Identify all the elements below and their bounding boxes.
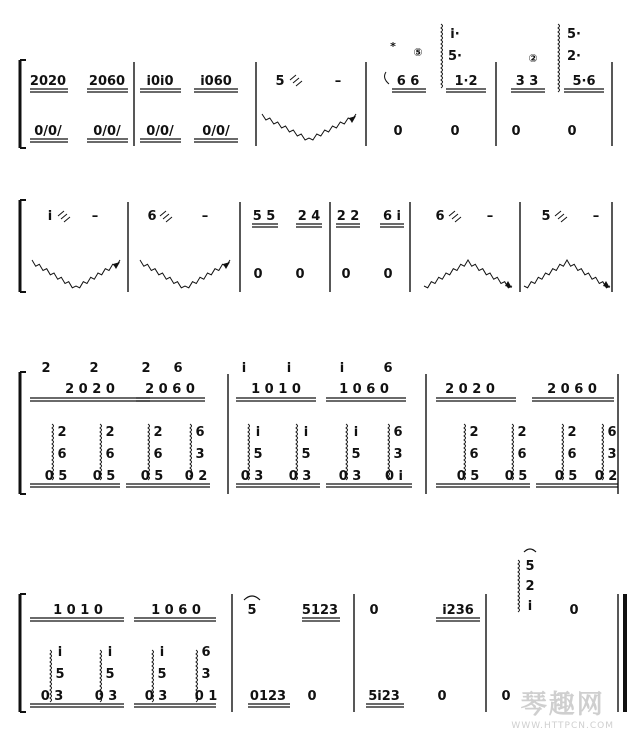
- fermata: [524, 549, 536, 552]
- upper-note: i: [241, 361, 247, 376]
- chord-top: i: [57, 645, 63, 660]
- glissando-arrow: [223, 262, 230, 269]
- glissando-arrow: [113, 262, 120, 269]
- upper-note: 2: [141, 361, 151, 376]
- rest: 0: [450, 124, 460, 139]
- rest: 0: [341, 267, 351, 282]
- bass-group: 0/0/: [202, 124, 230, 139]
- chord-top: 6: [393, 425, 403, 440]
- arpeggio-roll: [441, 24, 443, 88]
- bass-pair: 0 3: [40, 689, 64, 704]
- bass-group: 0/0/: [146, 124, 174, 139]
- note-group: 6 i: [382, 209, 402, 224]
- arpeggio-roll: [518, 560, 520, 612]
- circle-string-2: ②: [528, 52, 538, 65]
- chord-top: i: [303, 425, 309, 440]
- bass-group: 0123: [249, 689, 287, 704]
- note-group: 5·6: [572, 74, 596, 89]
- note-group: i060: [200, 74, 232, 89]
- dash: –: [486, 209, 494, 224]
- rest: 0: [383, 267, 393, 282]
- chord-top: 2: [517, 425, 527, 440]
- chord-mid: 5: [351, 447, 361, 462]
- chord-top: 6: [607, 425, 617, 440]
- chord-top: 2: [567, 425, 577, 440]
- chord-mid: 3: [607, 447, 617, 462]
- note-group: 3 3: [515, 74, 539, 89]
- glissando-arrow: [603, 281, 610, 288]
- glissando-arrow: [349, 116, 356, 123]
- chord-top: 6: [201, 645, 211, 660]
- bass-pair: 0 3: [288, 469, 312, 484]
- bass-pair: 0 i: [384, 469, 404, 484]
- note-group: 2 0 2 0: [445, 382, 495, 397]
- note-group: 2 0 6 0: [145, 382, 195, 397]
- chord-note: i·: [450, 27, 460, 42]
- glissando: [524, 260, 610, 288]
- rest: 0: [307, 689, 317, 704]
- bass-pair: 0 5: [504, 469, 528, 484]
- note-group: 6 6: [396, 74, 420, 89]
- dash: –: [201, 209, 209, 224]
- note: 6: [435, 209, 445, 224]
- bass-pair: 0 2: [594, 469, 618, 484]
- chord-top: 6: [195, 425, 205, 440]
- chord-top: i: [159, 645, 165, 660]
- tremolo-mark: [449, 211, 461, 222]
- chord-top: 2: [469, 425, 479, 440]
- chord-top: 2: [105, 425, 115, 440]
- watermark-url: WWW.HTTPCN.COM: [511, 721, 614, 731]
- dash: –: [91, 209, 99, 224]
- tremolo-mark: [160, 211, 172, 222]
- bass-pair: 0 5: [44, 469, 68, 484]
- chord-note: i: [527, 599, 533, 614]
- note-group: 2020: [29, 74, 67, 89]
- fermata: [244, 596, 260, 600]
- note-group: i236: [442, 603, 474, 618]
- glissando: [140, 260, 230, 288]
- bass-pair: 0 5: [456, 469, 480, 484]
- system-2: [20, 200, 612, 292]
- chord-mid: 6: [469, 447, 479, 462]
- chord-mid: 5: [55, 667, 65, 682]
- note-group: 1 0 1 0: [251, 382, 301, 397]
- upper-note: 6: [383, 361, 393, 376]
- chord-mid: 3: [195, 447, 205, 462]
- technique-mark: *: [390, 40, 396, 53]
- chord-mid: 5: [253, 447, 263, 462]
- tremolo-mark: [290, 75, 302, 86]
- system-1: [20, 24, 612, 148]
- bass-pair: 0 5: [92, 469, 116, 484]
- chord-mid: 6: [517, 447, 527, 462]
- chord-mid: 6: [567, 447, 577, 462]
- bass-group: 0/0/: [34, 124, 62, 139]
- note: i: [47, 209, 53, 224]
- rest: 0: [437, 689, 447, 704]
- chord-top: i: [353, 425, 359, 440]
- glissando: [32, 260, 120, 288]
- chord-note: 2: [525, 579, 535, 594]
- bass-pair: 0 3: [144, 689, 168, 704]
- note-group: 1 0 6 0: [339, 382, 389, 397]
- dash: –: [334, 74, 342, 89]
- note-group: 2 0 2 0: [65, 382, 115, 397]
- upper-note: i: [339, 361, 345, 376]
- note-fermata: 5: [247, 603, 257, 618]
- rest: 0: [253, 267, 263, 282]
- note-group: 2 2: [336, 209, 360, 224]
- bass-pair: 0 5: [140, 469, 164, 484]
- glissando: [262, 114, 356, 140]
- rest: 0: [567, 124, 577, 139]
- note-group: 1 0 1 0: [53, 603, 103, 618]
- note-group: 1 0 6 0: [151, 603, 201, 618]
- note: 6: [147, 209, 157, 224]
- chord-mid: 5: [301, 447, 311, 462]
- note-group: 5 5: [252, 209, 276, 224]
- bass-group: 5i23: [368, 689, 400, 704]
- dash: –: [592, 209, 600, 224]
- tremolo-mark: [555, 211, 567, 222]
- bass-pair: 0 5: [554, 469, 578, 484]
- chord-mid: 6: [57, 447, 67, 462]
- bass-pair: 0 3: [338, 469, 362, 484]
- chord-mid: 6: [153, 447, 163, 462]
- bass-pair: 0 2: [184, 469, 208, 484]
- chord-mid: 6: [105, 447, 115, 462]
- bass-group: 0/0/: [93, 124, 121, 139]
- note-group: 1·2: [454, 74, 478, 89]
- rest: 0: [393, 124, 403, 139]
- glissando: [424, 260, 512, 288]
- chord-top: 2: [153, 425, 163, 440]
- chord-mid: 3: [201, 667, 211, 682]
- upper-note: i: [286, 361, 292, 376]
- upper-note: 6: [173, 361, 183, 376]
- rest: 0: [511, 124, 521, 139]
- hook-mark: [385, 72, 389, 84]
- upper-note: 2: [41, 361, 51, 376]
- bass-pair: 0 1: [194, 689, 218, 704]
- upper-note: 2: [89, 361, 99, 376]
- note-group: 5123: [301, 603, 339, 618]
- note-group: 2 0 6 0: [547, 382, 597, 397]
- chord-note: 5·: [448, 49, 462, 64]
- note: 5: [541, 209, 551, 224]
- chord-mid: 5: [157, 667, 167, 682]
- bass-pair: 0 3: [240, 469, 264, 484]
- bass-pair: 0 3: [94, 689, 118, 704]
- circle-string-5: ⑤: [413, 46, 423, 59]
- glissando-arrow: [505, 281, 512, 288]
- rest: 0: [569, 603, 579, 618]
- rest: 0: [295, 267, 305, 282]
- system-3: [20, 361, 618, 494]
- rest: 0: [501, 689, 511, 704]
- note-group: 2 4: [297, 209, 321, 224]
- rest: 0: [369, 603, 379, 618]
- tremolo-mark: [58, 211, 70, 222]
- watermark: [511, 684, 614, 731]
- note-5: 5: [275, 74, 285, 89]
- chord-mid: 5: [105, 667, 115, 682]
- note-group: 2060: [88, 74, 126, 89]
- chord-top: 2: [57, 425, 67, 440]
- chord-note: 5: [525, 559, 535, 574]
- chord-top: i: [107, 645, 113, 660]
- chord-top: i: [255, 425, 261, 440]
- watermark-brand: 琴趣网: [520, 690, 605, 720]
- chord-mid: 3: [393, 447, 403, 462]
- arpeggio-roll: [558, 24, 560, 92]
- chord-note: 2·: [567, 49, 581, 64]
- note-group: i0i0: [146, 74, 174, 89]
- chord-note: 5·: [567, 27, 581, 42]
